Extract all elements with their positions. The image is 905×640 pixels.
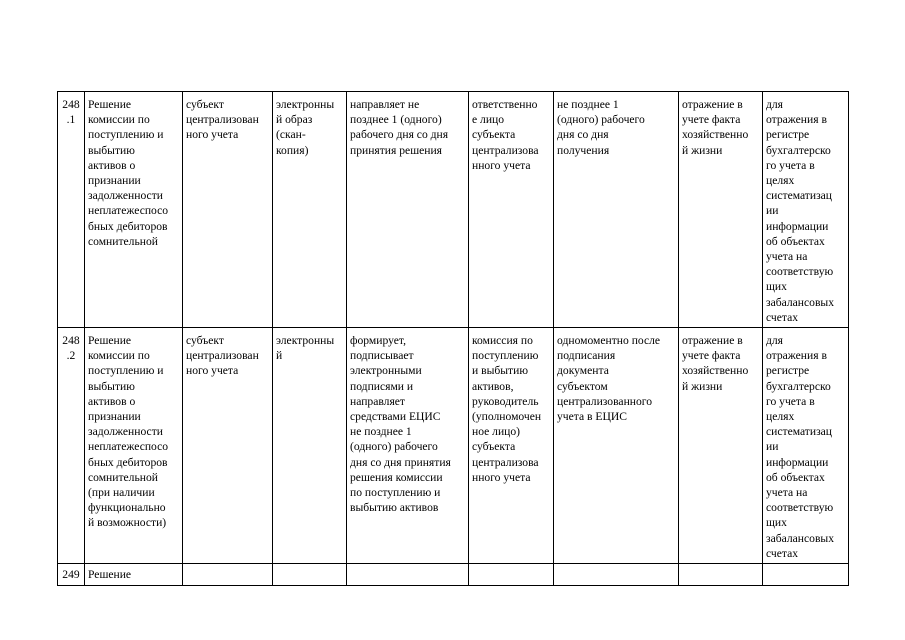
document-name-cell: Решение комиссии по поступлению и выбытию активов о признании задолженности неплатежеспосо бных дебиторов сомнительной (при наличии функционально й возможности) [85, 328, 183, 564]
deadline-cell: одномоментно после подписания документа субъектом централизованного учета в ЕЦИС [554, 328, 679, 564]
table-row [58, 564, 849, 586]
action-cell [679, 564, 763, 586]
procedure-cell: направляет не позднее 1 (одного) рабочего дня со дня принятия решения [347, 92, 469, 328]
purpose-cell [763, 564, 849, 586]
deadline-cell [554, 564, 679, 586]
action-cell: отражение в учете факта хозяйственно й жизни [679, 328, 763, 564]
row-number: 248 .1 [58, 92, 85, 328]
responsible-cell: комиссия по поступлению и выбытию активов, руководитель (уполномочен ное лицо) субъекта централизова нного учета [469, 328, 554, 564]
purpose-cell: для отражения в регистре бухгалтерско го учета в целях систематизац ии информации об объектах учета на соответствую щих забалансовых счетах [763, 328, 849, 564]
procedure-cell: формирует, подписывает электронными подписями и направляет средствами ЕЦИС не позднее 1 (одного) рабочего дня со дня принятия решения комиссии по поступлению и выбытию активов [347, 328, 469, 564]
row-number: 248 .2 [58, 328, 85, 564]
form-cell: электронны й [273, 328, 347, 564]
document-name-cell: Решение комиссии по поступлению и выбытию активов о признании задолженности неплатежеспосо бных дебиторов сомнительной [85, 92, 183, 328]
procedure-cell [347, 564, 469, 586]
responsible-cell: ответственно е лицо субъекта централизова нного учета [469, 92, 554, 328]
form-cell: электронны й образ (скан- копия) [273, 92, 347, 328]
row-number: 249 [58, 564, 85, 586]
deadline-cell: не позднее 1 (одного) рабочего дня со дня получения [554, 92, 679, 328]
creator-cell: субъект централизован ного учета [183, 328, 273, 564]
document-table [57, 91, 849, 586]
creator-cell [183, 564, 273, 586]
table-row [58, 328, 849, 564]
responsible-cell [469, 564, 554, 586]
creator-cell: субъект централизован ного учета [183, 92, 273, 328]
purpose-cell: для отражения в регистре бухгалтерско го учета в целях систематизац ии информации об объектах учета на соответствую щих забалансовых счетах [763, 92, 849, 328]
action-cell: отражение в учете факта хозяйственно й жизни [679, 92, 763, 328]
document-name-cell: Решение [85, 564, 183, 586]
form-cell [273, 564, 347, 586]
table-row [58, 92, 849, 328]
